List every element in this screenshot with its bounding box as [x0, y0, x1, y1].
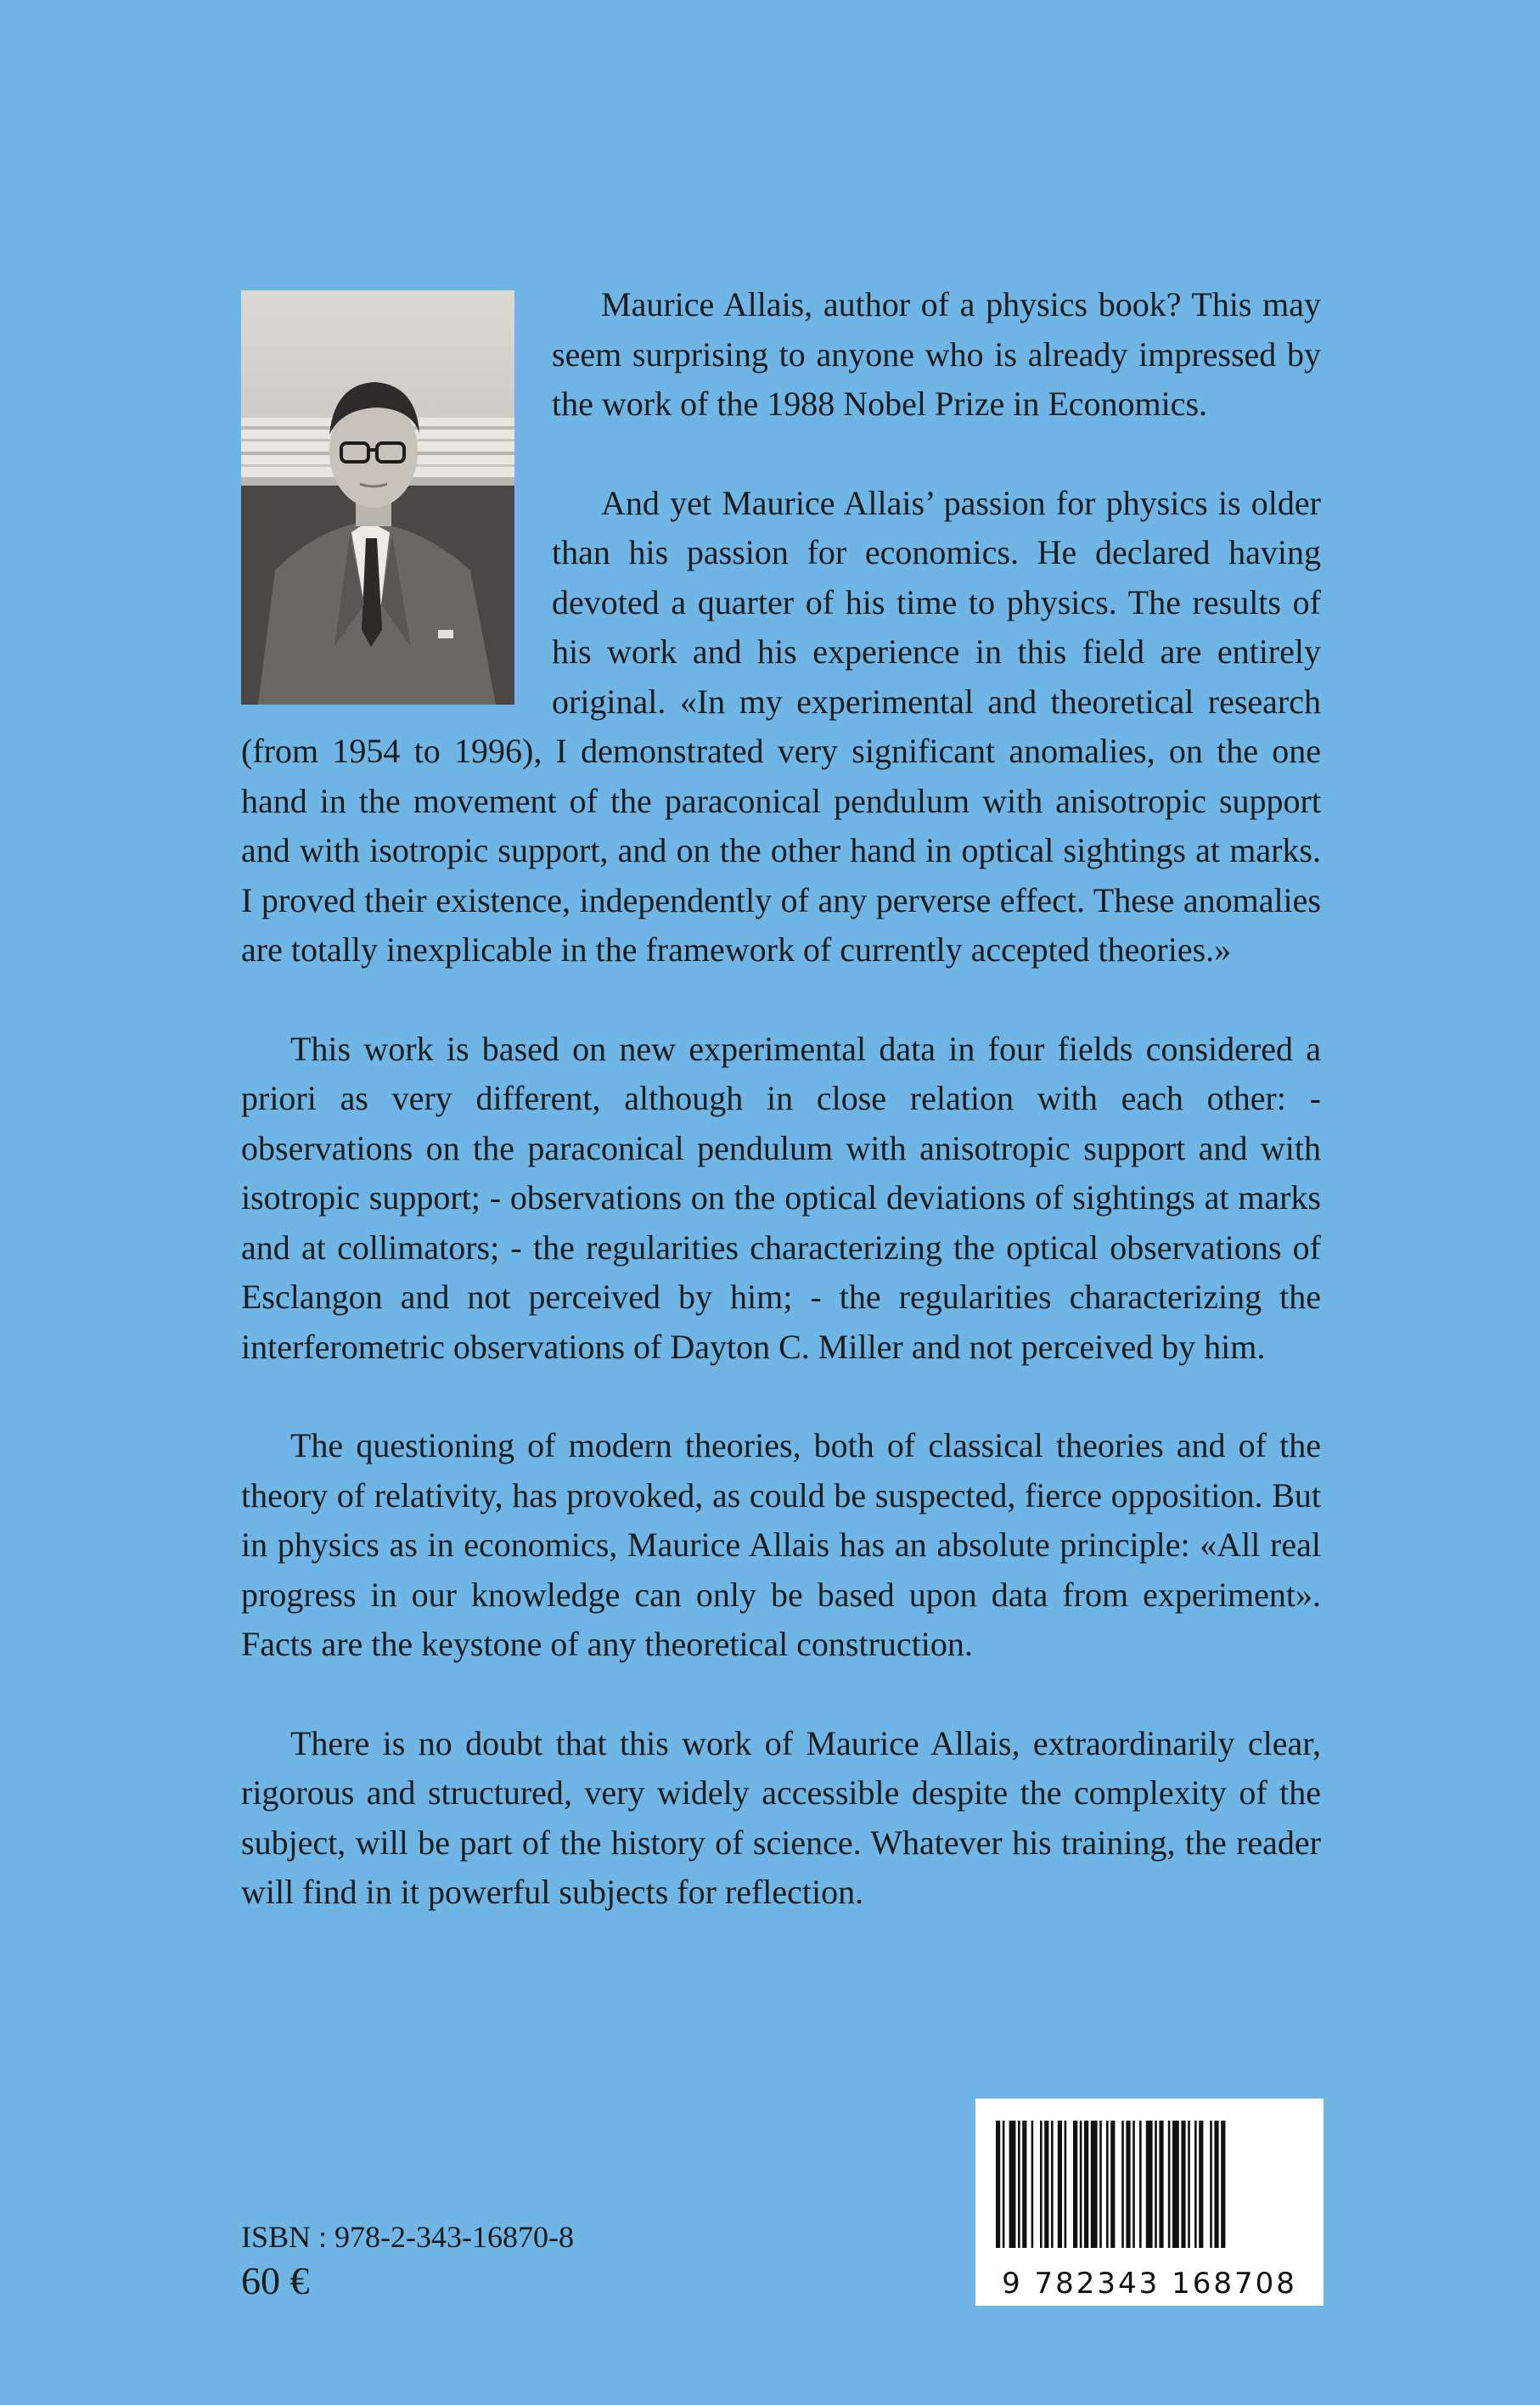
- back-cover-text: [241, 280, 1321, 1967]
- isbn-label: ISBN : 978-2-343-16870-8: [241, 2220, 574, 2254]
- barcode: [975, 2099, 1324, 2306]
- barcode-bars: [975, 2099, 1324, 2260]
- paragraph-2: And yet Maurice Allais’ passion for physics is older than his passion for economics. He declared having devoted a quarter of his time to physics. The results of his work and his experience in this field are entirely original. «In my experimental and theoretical research (from 1954 to 1996), I demonstrated very significant anomalies, on the one hand in the movement of the paraconical pendulum with anisotropic support and with isotropic support, and on the other hand in optical sightings at marks. I proved their existence, independently of any perverse effect. These anomalies are totally inexplicable in the framework of currently accepted theories.»: [241, 483, 1321, 969]
- barcode-number: 9 782343 168708: [1002, 2267, 1297, 2301]
- paragraph-1: Maurice Allais, author of a physics book? This may seem surprising to anyone who is already impressed by the work of the 1988 Nobel Prize in Economics.: [552, 285, 1321, 423]
- price-label: 60 €: [241, 2259, 310, 2302]
- paragraph-4: The questioning of modern theories, both of classical theories and of the theory of relativity, has provoked, as could be suspected, fierce opposition. But in physics as in economics, Maurice Allais has an absolute principle: «All real progress in our knowledge can only be based upon data from experiment». Facts are the keystone of any theoretical construction.: [241, 1426, 1321, 1663]
- author-photo: [241, 290, 514, 705]
- paragraph-3: This work is based on new experimental data in four fields considered a priori as very different, although in close relation with each other: - observations on the paraconical pendulum with anisotropic support and with isotropic support; - observations on the optical deviations of sightings at marks and at collimators; - the regularities characterizing the optical observations of Esclangon and not perceived by him; - the regularities characterizing the interferometric observations of Dayton C. Miller and not perceived by him.: [241, 1029, 1321, 1366]
- paragraph-5: There is no doubt that this work of Maurice Allais, extraordinarily clear, rigorous and structured, very widely accessible despite the complexity of the subject, will be part of the history of science. Whatever his training, the reader will find in it powerful subjects for reflection.: [241, 1723, 1321, 1911]
